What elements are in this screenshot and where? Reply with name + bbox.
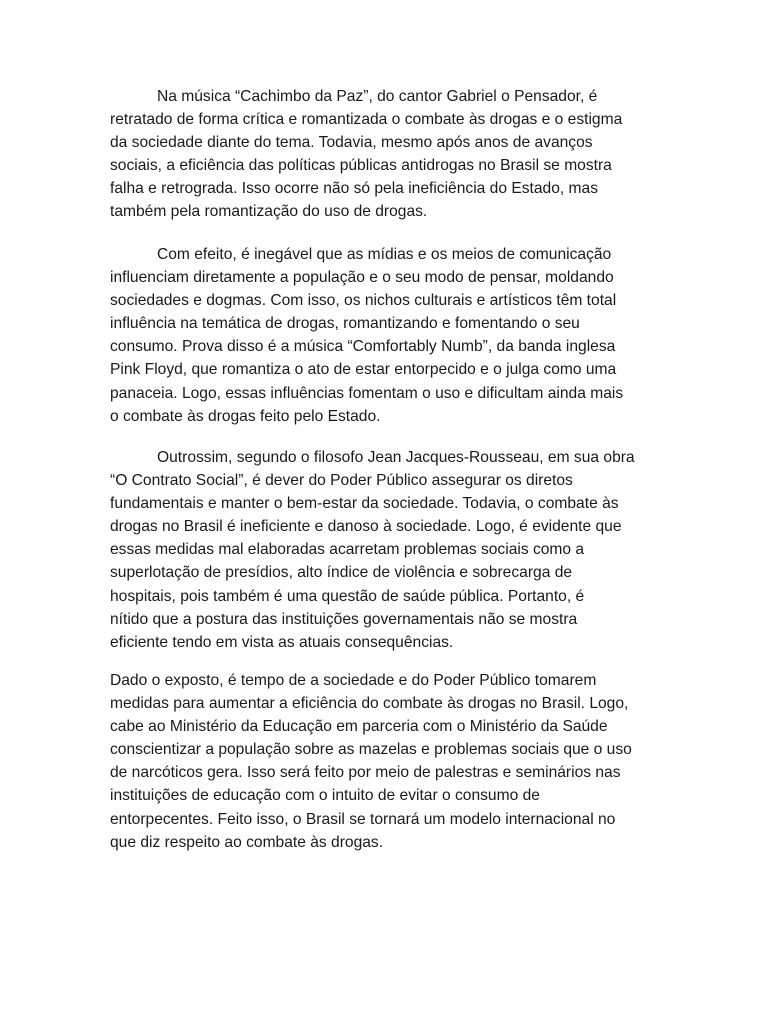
text-line: essas medidas mal elaboradas acarretam problemas sociais como a — [110, 541, 585, 559]
text-line: Pink Floyd, que romantiza o ato de estar entorpecido e o julga como uma — [110, 361, 617, 379]
paragraph-conclusion — [110, 669, 662, 854]
text-line: instituições de educação com o intuito de evitar o consumo de — [110, 787, 540, 805]
text-line: de narcóticos gera. Isso será feito por meio de palestras e seminários nas — [110, 764, 621, 782]
text-line: o combate às drogas feito pelo Estado. — [110, 407, 381, 425]
text-line: Na música “Cachimbo da Paz”, do cantor Gabriel o Pensador, é — [157, 88, 598, 105]
text-line: superlotação de presídios, alto índice de violência e sobrecarga de — [110, 564, 573, 582]
paragraph-introduction — [110, 85, 662, 224]
text-line: sociedades e dogmas. Com isso, os nichos culturais e artísticos têm total — [110, 292, 617, 310]
text-line: falha e retrograda. Isso ocorre não só pela ineficiência do Estado, mas — [110, 180, 599, 198]
text-line: drogas no Brasil é ineficiente e danoso à sociedade. Logo, é evidente que — [110, 518, 622, 536]
text-line: consumo. Prova disso é a música “Comfortably Numb”, da banda inglesa — [110, 338, 616, 356]
text-line: influência na temática de drogas, romantizando e fomentando o seu — [110, 315, 580, 333]
text-line: sociais, a eficiência das políticas públicas antidrogas no Brasil se mostra — [110, 157, 612, 175]
text-line: influenciam diretamente a população e o seu modo de pensar, moldando — [110, 269, 614, 287]
text-line: medidas para aumentar a eficiência do combate às drogas no Brasil. Logo, — [110, 695, 629, 713]
text-line: retratado de forma crítica e romantizada o combate às drogas e o estigma — [110, 111, 623, 129]
text-line: panaceia. Logo, essas influências fomentam o uso e dificultam ainda mais — [110, 384, 624, 402]
text-line: Com efeito, é inegável que as mídias e os meios de comunicação — [157, 246, 612, 263]
text-line: Outrossim, segundo o filosofo Jean Jacques-Rousseau, em sua obra — [157, 449, 635, 466]
text-line: cabe ao Ministério da Educação em parceria com o Ministério da Saúde — [110, 718, 608, 736]
text-line: que diz respeito ao combate às drogas. — [110, 833, 384, 851]
text-line: entorpecentes. Feito isso, o Brasil se tornará um modelo internacional no — [110, 810, 616, 828]
text-line: também pela romantização do uso de drogas. — [110, 203, 428, 221]
text-line: conscientizar a população sobre as mazelas e problemas sociais que o uso — [110, 741, 632, 759]
text-line: da sociedade diante do tema. Todavia, mesmo após anos de avanços — [110, 134, 593, 152]
text-line: hospitais, pois também é uma questão de saúde pública. Portanto, é — [110, 587, 585, 605]
text-line: nítido que a postura das instituições governamentais não se mostra — [110, 610, 578, 628]
text-line: fundamentais e manter o bem-estar da sociedade. Todavia, o combate às — [110, 495, 619, 513]
text-line: eficiente tendo em vista as atuais consequências. — [110, 633, 454, 651]
paragraph-development-1 — [110, 243, 662, 428]
text-line: “O Contrato Social”, é dever do Poder Público assegurar os diretos — [110, 472, 573, 490]
text-line: Dado o exposto, é tempo de a sociedade e do Poder Público tomarem — [110, 672, 597, 689]
paragraph-development-2 — [110, 446, 662, 654]
